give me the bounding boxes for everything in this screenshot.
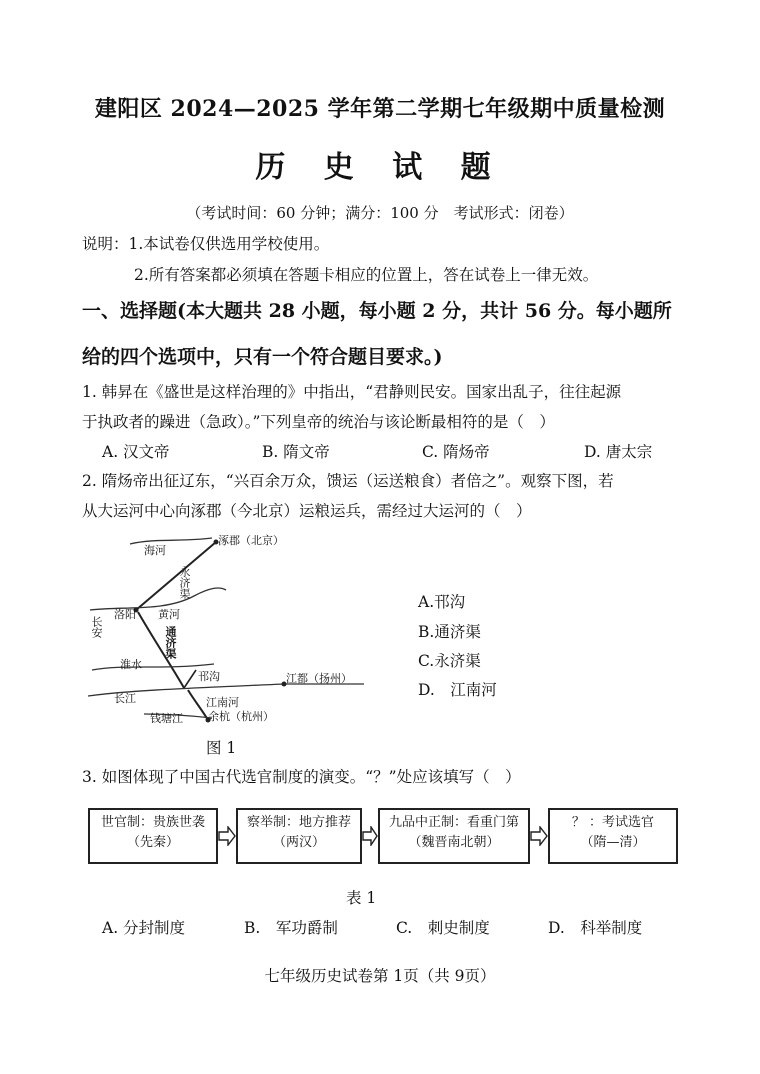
note-line-1: 说明：1.本试卷仅供选用学校使用。 bbox=[82, 235, 330, 253]
flow-box-1-bottom: （先秦） bbox=[126, 835, 179, 851]
q1-option-d: D. 唐太宗 bbox=[584, 443, 653, 461]
q1-option-b: B. 隋文帝 bbox=[262, 443, 330, 461]
note-line-2: 2.所有答案都必须填在答题卡相应的位置上，答在试卷上一律无效。 bbox=[134, 266, 599, 284]
q1-option-a: A. 汉文帝 bbox=[102, 443, 170, 461]
map-label-zhuojun: 涿郡（北京） bbox=[218, 534, 284, 547]
exam-info: （考试时间：60 分钟；满分：100 分 考试形式：闭卷） bbox=[186, 204, 574, 222]
q2-option-b: B.通济渠 bbox=[418, 623, 481, 641]
flow-box-4-bottom: （隋—清） bbox=[580, 835, 646, 851]
q1-stem-line-1: 1. 韩昇在《盛世是这样治理的》中指出，“君静则民安。国家出乱子，往往起源 bbox=[82, 383, 622, 401]
exam-title: 建阳区 2024—2025 学年第二学期七年级期中质量检测 bbox=[94, 96, 666, 122]
q2-option-d: D. 江南河 bbox=[418, 681, 497, 699]
map-label-tongjiqu: 通济渠 bbox=[164, 626, 177, 659]
grand-canal-map bbox=[84, 530, 374, 730]
map-label-jiangnanhe: 江南河 bbox=[206, 696, 239, 709]
flow-box-3-top: 九品中正制：看重门第 bbox=[388, 815, 519, 830]
q2-stem-line-2: 从大运河中心向涿郡（今北京）运粮运兵，需经过大运河的（ ） bbox=[82, 502, 532, 520]
q2-stem-line-1: 2. 隋炀帝出征辽东，“兴百余万众，馈运（运送粮食）者倍之”。观察下图，若 bbox=[82, 472, 614, 490]
flow-arrow-3 bbox=[530, 826, 548, 846]
flow-box-chajuzhi bbox=[236, 808, 362, 864]
map-label-huaishui: 淮水 bbox=[120, 658, 142, 671]
map-label-huanghe: 黄河 bbox=[158, 608, 180, 621]
section-heading-line-2: 给的四个选项中，只有一个符合题目要求。) bbox=[82, 346, 443, 368]
map-label-luoyang: 洛阳 bbox=[114, 608, 136, 621]
table-1-caption: 表 1 bbox=[346, 889, 377, 907]
flow-box-3-bottom: （魏晋南北朝） bbox=[408, 835, 500, 851]
map-label-changan: 长安 bbox=[90, 616, 103, 638]
flow-box-jiupinzhongzheng bbox=[378, 808, 530, 864]
figure-1-caption: 图 1 bbox=[206, 739, 237, 757]
flow-box-unknown-system bbox=[548, 808, 678, 864]
q3-option-a: A. 分封制度 bbox=[102, 919, 186, 937]
q1-option-c: C. 隋炀帝 bbox=[422, 443, 490, 461]
map-label-changjiang: 长江 bbox=[114, 692, 136, 705]
map-label-hangou: 邗沟 bbox=[198, 670, 220, 683]
q2-option-c: C.永济渠 bbox=[418, 652, 481, 670]
map-label-qiantangjiang: 钱塘江 bbox=[150, 712, 183, 725]
flow-box-2-bottom: （两汉） bbox=[272, 835, 325, 851]
flow-box-4-top: ？ ：考试选官 bbox=[571, 815, 655, 830]
map-label-yuhang: 余杭（杭州） bbox=[208, 710, 274, 723]
flow-box-1-top: 世官制：贵族世袭 bbox=[100, 815, 205, 830]
flow-box-2-top: 察举制：地方推荐 bbox=[246, 815, 351, 830]
q1-stem-line-2: 于执政者的躁进（急政）。”下列皇帝的统治与该论断最相符的是（ ） bbox=[82, 413, 555, 431]
flow-arrow-2 bbox=[362, 826, 378, 846]
q2-option-a: A.邗沟 bbox=[418, 593, 466, 611]
flow-arrow-1 bbox=[218, 826, 236, 846]
map-label-jiangdu: 江都（扬州） bbox=[286, 672, 352, 685]
flow-box-shiguanzhi bbox=[88, 808, 218, 864]
q3-option-c: C. 刺史制度 bbox=[396, 919, 490, 937]
q3-option-b: B. 军功爵制 bbox=[244, 919, 338, 937]
page-footer: 七年级历史试卷第 1页（共 9页） bbox=[264, 967, 496, 985]
map-label-haihe: 海河 bbox=[144, 544, 166, 557]
map-label-yongjiqu: 永济渠 bbox=[178, 566, 191, 599]
q3-option-d: D. 科举制度 bbox=[548, 919, 643, 937]
section-heading-line-1: 一、选择题(本大题共 28 小题，每小题 2 分，共计 56 分。每小题所 bbox=[82, 300, 672, 322]
q3-stem: 3. 如图体现了中国古代选官制度的演变。“？”处应该填写（ ） bbox=[82, 768, 521, 786]
subject-title: 历 史 试 题 bbox=[255, 150, 505, 185]
